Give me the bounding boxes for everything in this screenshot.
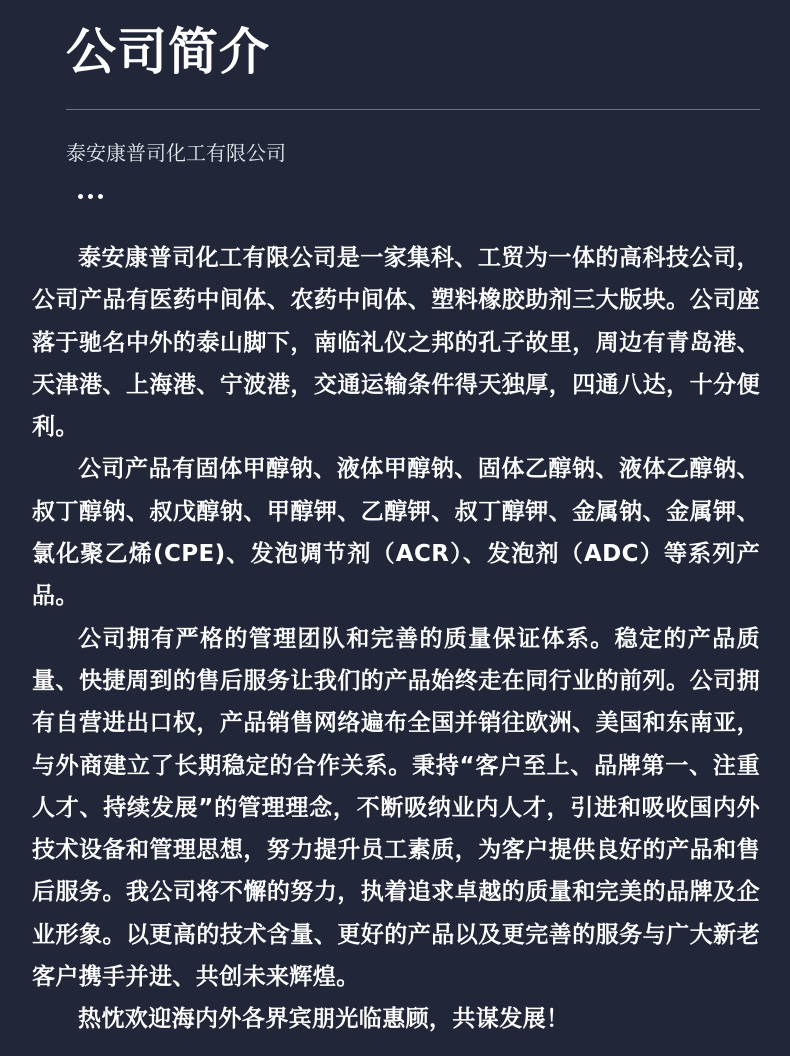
company-description	[32, 237, 760, 1041]
description-paragraph-2: 公司产品有固体甲醇钠、液体甲醇钠、固体乙醇钠、液体乙醇钠、叔丁醇钠、叔戊醇钠、甲醇钾、乙醇钾、叔丁醇钾、金属钠、金属钾、氯化聚乙烯(CPE)、发泡调节剂（ACR）、发泡剂（ADC）等系列产品。	[32, 456, 760, 610]
company-name: 泰安康普司化工有限公司	[66, 141, 286, 165]
dot-icon	[78, 194, 83, 199]
ellipsis-icon	[78, 194, 103, 199]
description-paragraph-4: 热忱欢迎海内外各界宾朋光临惠顾，共谋发展！	[78, 1006, 570, 1033]
description-paragraph-1: 泰安康普司化工有限公司是一家集科、工贸为一体的高科技公司，公司产品有医药中间体、农药中间体、塑料橡胶助剂三大版块。公司座落于驰名中外的泰山脚下，南临礼仪之邦的孔子故里，周边有青岛港、天津港、上海港、宁波港，交通运输条件得天独厚，四通八达，十分便利。	[32, 245, 760, 441]
title-divider	[66, 109, 760, 110]
dot-icon	[88, 194, 93, 199]
description-paragraph-3: 公司拥有严格的管理团队和完善的质量保证体系。稳定的产品质量、快捷周到的售后服务让我们的产品始终走在同行业的前列。公司拥有自营进出口权，产品销售网络遍布全国并销往欧洲、美国和东南亚，与外商建立了长期稳定的合作关系。秉持“客户至上、品牌第一、注重人才、持续发展”的管理理念，不断吸纳业内人才，引进和吸收国内外技术设备和管理思想，努力提升员工素质，为客户提供良好的产品和售后服务。我公司将不懈的努力，执着追求卓越的质量和完美的品牌及企业形象。以更高的技术含量、更好的产品以及更完善的服务与广大新老客户携手并进、共创未来辉煌。	[32, 625, 760, 991]
page-title: 公司简介	[66, 23, 270, 81]
dot-icon	[98, 194, 103, 199]
